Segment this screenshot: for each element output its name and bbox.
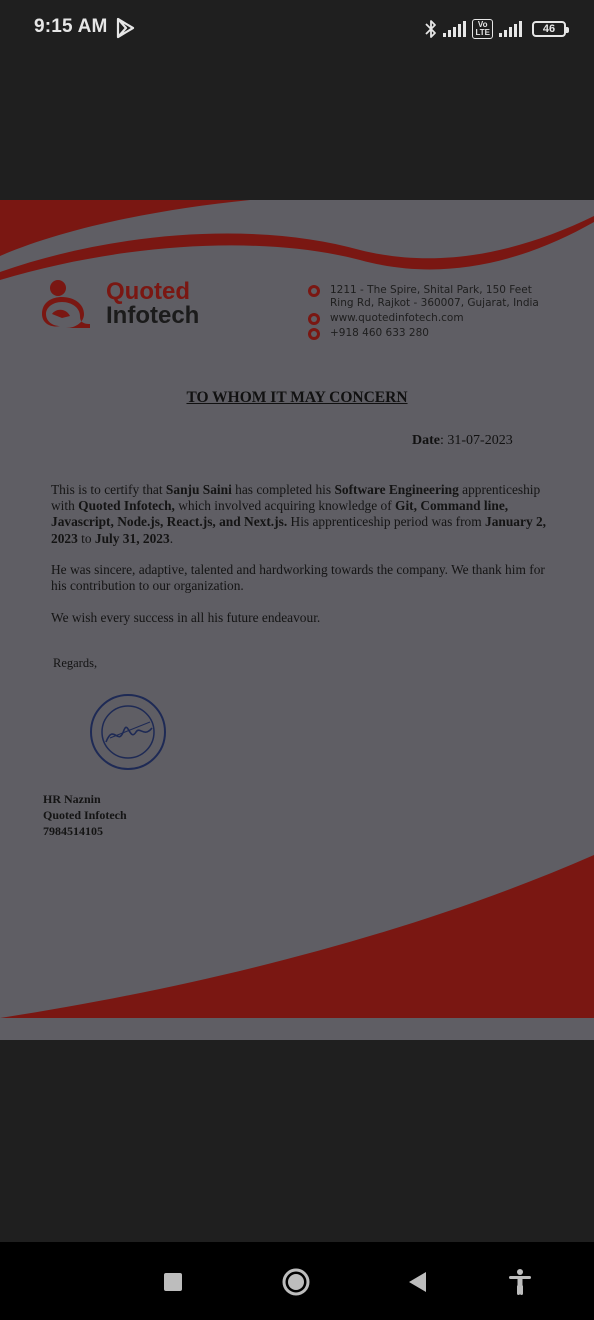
- phone: +918 460 633 280: [330, 327, 429, 339]
- address-line-2: Ring Rd, Rajkot - 360007, Gujarat, India: [330, 297, 539, 309]
- company-logo-icon: [38, 278, 94, 330]
- recents-button[interactable]: [157, 1266, 189, 1298]
- contact-info: [308, 284, 539, 342]
- company-stamp-icon: [88, 692, 168, 772]
- signatory-name: HR Naznin: [43, 792, 101, 806]
- signal-icon: [443, 21, 466, 37]
- website-row: [308, 312, 539, 325]
- status-icons: [425, 17, 566, 41]
- letter-heading: TO WHOM IT MAY CONCERN: [186, 389, 408, 406]
- square-icon: [164, 1273, 182, 1291]
- signatory-company: Quoted Infotech: [43, 808, 127, 822]
- navigation-bar: [0, 1242, 594, 1320]
- company-name-infotech: Infotech: [106, 302, 200, 329]
- volte-icon: Vo LTE: [472, 19, 493, 39]
- conduct-paragraph: He was sincere, adaptive, talented and hardworking towards the company. We thank him for his contribution to our organization.: [51, 562, 545, 594]
- address-line-1: 1211 - The Spire, Shital Park, 150 Feet: [330, 284, 532, 296]
- accessibility-button[interactable]: [504, 1266, 536, 1298]
- accessibility-icon: [509, 1269, 531, 1295]
- status-bar: [0, 0, 594, 58]
- letter-date: Date: 31-07-2023: [412, 433, 513, 448]
- play-icon: [114, 17, 136, 39]
- wishes-paragraph: We wish every success in all his future endeavour.: [51, 610, 321, 625]
- regards-text: Regards,: [53, 656, 98, 670]
- signatory-phone: 7984514105: [43, 824, 103, 838]
- home-button[interactable]: [280, 1266, 312, 1298]
- website: www.quotedinfotech.com: [330, 312, 464, 324]
- certificate-paragraph: This is to certify that Sanju Saini has completed his Software Engineering apprenticeship with Quoted Infotech, which involved acquiring knowledge of Git, Command line, Javascript, Node.js, React.js, and Next.js. His apprenticeship period was from January 2, 2023 to July 31, 2023.: [51, 482, 547, 546]
- battery-level: 46: [542, 23, 556, 35]
- status-time: 9:15 AM: [34, 16, 108, 37]
- company-logo-text: [106, 280, 199, 328]
- location-icon: [308, 285, 320, 297]
- back-button[interactable]: [402, 1266, 434, 1298]
- phone-row: [308, 327, 539, 340]
- triangle-back-icon: [409, 1272, 426, 1292]
- bluetooth-icon: [425, 19, 437, 39]
- globe-icon: [308, 313, 320, 325]
- address-row: [308, 284, 539, 310]
- battery-icon: [532, 21, 566, 37]
- company-name-quoted: Quoted: [106, 278, 190, 305]
- document-image[interactable]: [0, 200, 594, 1040]
- phone-icon: [308, 328, 320, 340]
- signature-block: [43, 791, 127, 839]
- signal-icon: [499, 21, 522, 37]
